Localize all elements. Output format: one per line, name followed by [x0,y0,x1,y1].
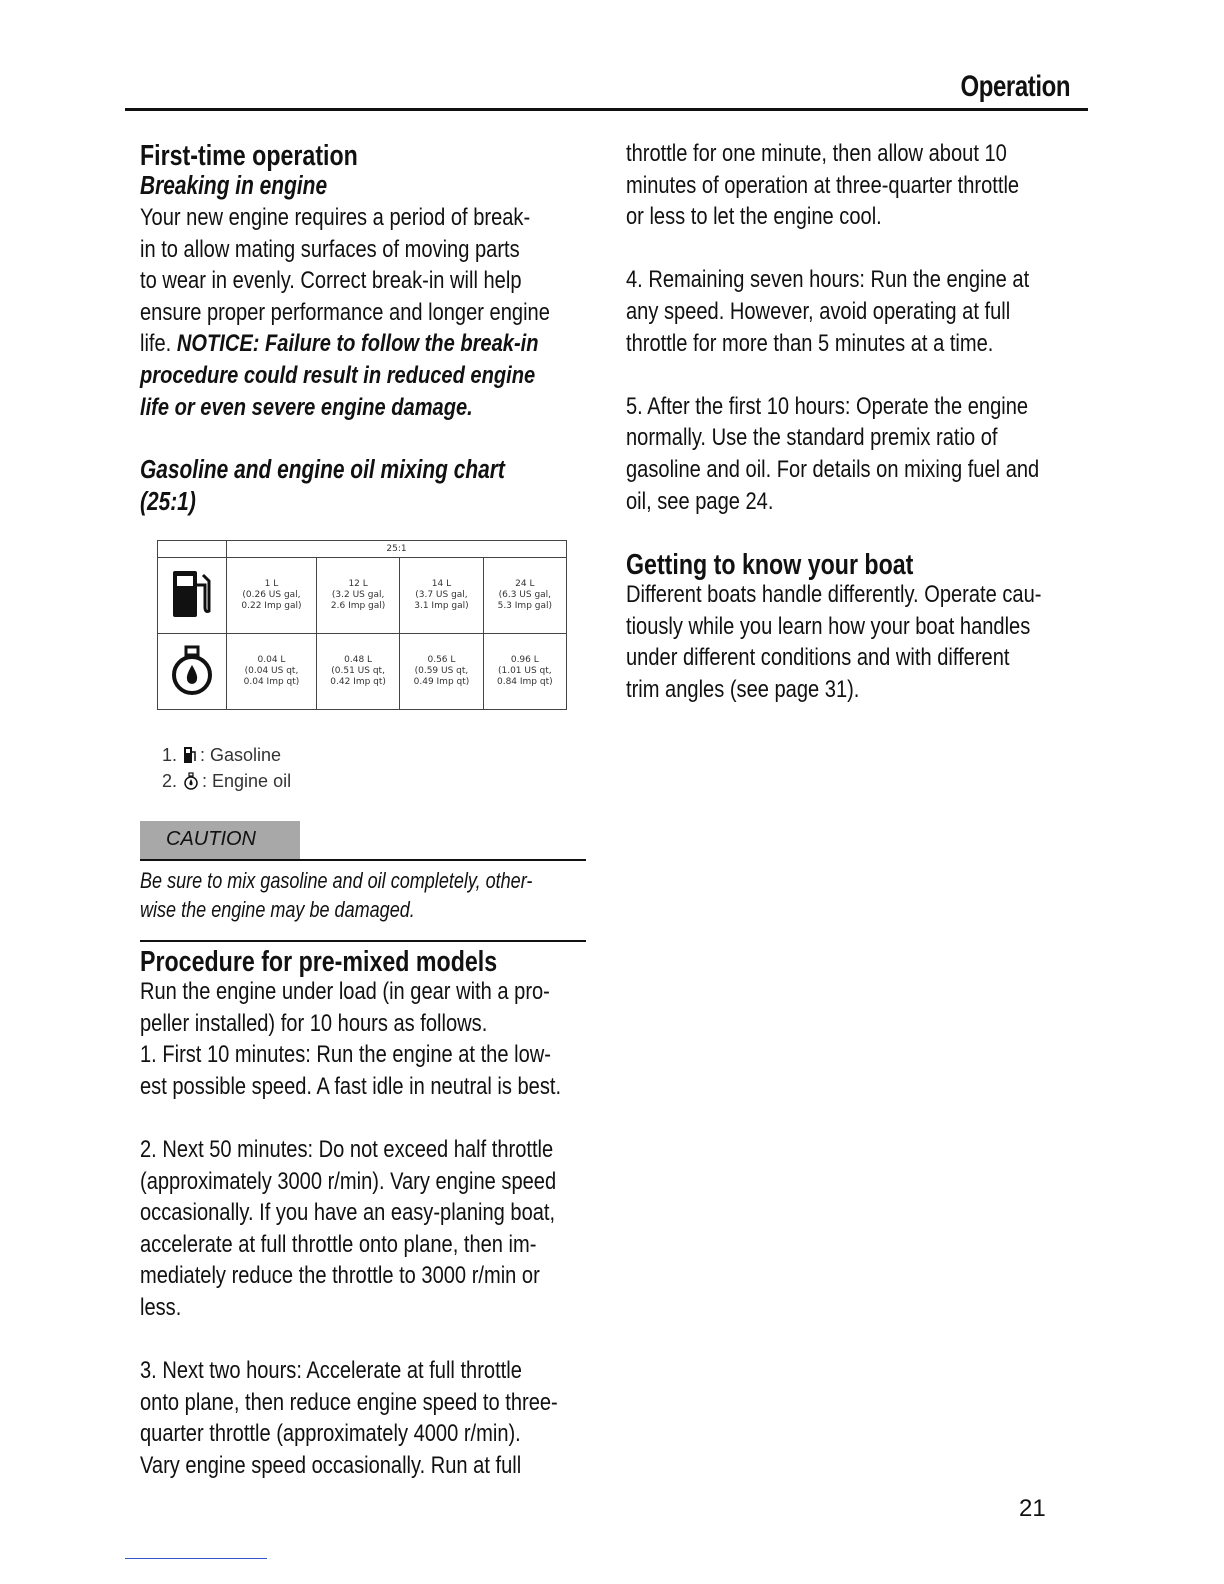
notice-text: NOTICE: Failure to follow the break-in [176,330,539,358]
oil-can-icon [183,772,199,790]
oil-can-icon [158,634,227,710]
section-title: Operation [960,70,1070,103]
oil-cell: 0.04 L (0.04 US qt, 0.04 Imp qt) [227,634,317,710]
chart-legend [162,742,291,794]
boat-heading: Getting to know your boat [626,549,914,582]
right-column [626,138,1076,706]
break-in-paragraph: Your new engine requires a period of break- in to allow mating surfaces of moving parts to wear in evenly. Correct break-in will help ensure proper performance and longer engine life. NOTICE: Failure to follow the break-in procedure could result in reduced engine life or even severe engine damage. [140,204,550,421]
caution-label: CAUTION [140,821,300,859]
legend-item: 1. : Gasoline [162,745,282,765]
boat-paragraph: Different boats handle differently. Operate cau- tiously while you learn how your boat handles under different conditions and with different trim angles (see page 31). [626,581,1042,703]
oil-cell: 0.96 L (1.01 US qt, 0.84 Imp qt) [483,634,566,710]
gasoline-cell: 14 L (3.7 US gal, 3.1 Imp gal) [400,558,483,634]
procedure-text-a: Run the engine under load (in gear with a pro- peller installed) for 10 hours as follows. 1. First 10 minutes: Run the engine at the low- est possible speed. A fast idle in neutral is best. 2. Next 50 minutes: Do not exceed half throttle (approximately 3000 r/min). Vary engine speed occasionally. If you have an easy-planing boat, accelerate at full throttle onto plane, then im- mediately reduce the throttle to 3000 r/min or less. 3. Next two hours: Accelerate at full throttle onto plane, then reduce engine speed to three- quarter throttle (approximately 4000 r/min). Vary engine speed occasionally. Run at full [140,978,562,1479]
procedure-continued: throttle for one minute, then allow about 10 minutes of operation at three-quarter throttle or less to let the engine cool. 4. Remaining seven hours: Run the engine at any speed. However, avoid operating at full throttle for more than 5 minutes at a time. 5. After the first 10 hours: Operate the engine normally. Use the standard premix ratio of gasoline and oil. For details on mixing fuel and oil, see page 24. [626,140,1040,515]
fuel-pump-icon [158,558,227,634]
caution-text: Be sure to mix gasoline and oil completely, other- wise the engine may be damaged. [140,868,533,922]
breaking-in-subheading: Breaking in engine [140,172,328,200]
mixing-chart-heading: Gasoline and engine oil mixing chart (25:1) [140,456,505,517]
ratio-header: 25:1 [227,541,567,558]
fuel-pump-icon [183,746,197,764]
oil-cell: 0.48 L (0.51 US qt, 0.42 Imp qt) [316,634,399,710]
left-column [140,138,586,518]
oil-cell: 0.56 L (0.59 US qt, 0.49 Imp qt) [400,634,483,710]
gasoline-cell: 12 L (3.2 US gal, 2.6 Imp gal) [316,558,399,634]
header-rule [125,108,1088,111]
caution-rule-top [140,859,586,861]
first-time-heading: First-time operation [140,140,358,172]
legend-item: 2. : Engine oil [162,771,292,791]
gasoline-cell: 1 L (0.26 US gal, 0.22 Imp gal) [227,558,317,634]
page-number: 21 [1019,1495,1046,1522]
caution-rule-bottom [140,940,586,942]
procedure-heading: Procedure for pre-mixed models [140,946,498,978]
procedure-section [140,944,586,1482]
gasoline-cell: 24 L (6.3 US gal, 5.3 Imp gal) [483,558,566,634]
mixing-chart [157,540,567,710]
footer-rule [125,1558,267,1559]
